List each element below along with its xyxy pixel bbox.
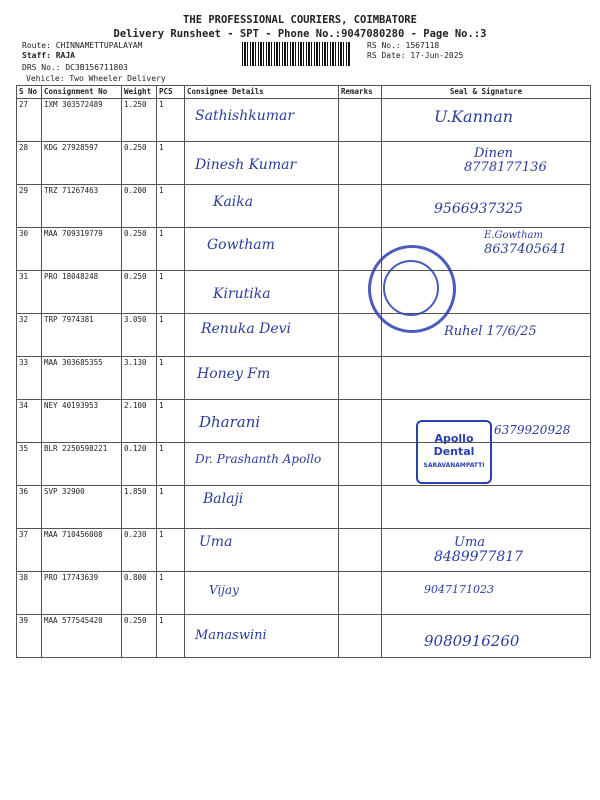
consignment-cell: TRZ 71267463 [42, 185, 122, 228]
consignee-handwriting: Gowtham [207, 237, 275, 253]
consignee-handwriting: Manaswini [195, 628, 267, 643]
pcs-cell: 1 [157, 443, 185, 486]
sno-cell: 29 [17, 185, 42, 228]
signature-cell [382, 615, 591, 658]
pcs-cell: 1 [157, 228, 185, 271]
consignment-cell: MAA 710456008 [42, 529, 122, 572]
signature-text: 9047171023 [424, 583, 494, 596]
consignee-handwriting: Sathishkumar [195, 108, 295, 124]
consignee-cell [185, 99, 339, 142]
signature-cell [382, 142, 591, 185]
signature-phone: 9566937325 [434, 201, 524, 217]
table-row [17, 185, 591, 228]
table-row [17, 99, 591, 142]
consignee-handwriting: Dinesh Kumar [195, 157, 297, 173]
signature-phone: 8637405641 [484, 242, 567, 257]
courier-stamp [368, 245, 456, 333]
consignment-cell: KDG 27928597 [42, 142, 122, 185]
pcs-cell: 1 [157, 314, 185, 357]
col-sno: S No [17, 86, 42, 99]
rs-date-field: RS Date: 17-Jun-2025 [367, 51, 464, 60]
barcode [242, 42, 350, 66]
consignment-cell: NEY 40193953 [42, 400, 122, 443]
signature-cell [382, 99, 591, 142]
weight-cell: 0.230 [122, 529, 157, 572]
consignment-cell: MAA 709319779 [42, 228, 122, 271]
signature-text: E.Gowtham [484, 230, 543, 241]
consignee-handwriting: Renuka Devi [201, 321, 292, 337]
signature-phone: 6379920928 [494, 423, 571, 437]
sno-cell: 35 [17, 443, 42, 486]
consignee-cell [185, 314, 339, 357]
pcs-cell: 1 [157, 615, 185, 658]
consignee-cell [185, 529, 339, 572]
signature-cell [382, 572, 591, 615]
table-row [17, 314, 591, 357]
signature-cell [382, 529, 591, 572]
remarks-cell [339, 185, 382, 228]
sno-cell: 39 [17, 615, 42, 658]
meta-left [22, 41, 142, 73]
stamp-inner-ring [383, 260, 439, 316]
sno-cell: 36 [17, 486, 42, 529]
col-consignment: Consignment No [42, 86, 122, 99]
consignment-cell: SVP 32900 [42, 486, 122, 529]
col-remarks: Remarks [339, 86, 382, 99]
sno-cell: 28 [17, 142, 42, 185]
remarks-cell [339, 314, 382, 357]
remarks-cell [339, 400, 382, 443]
remarks-cell [339, 615, 382, 658]
sno-cell: 37 [17, 529, 42, 572]
consignment-cell: TRP 7974381 [42, 314, 122, 357]
consignee-handwriting: Kaika [213, 194, 254, 210]
consignee-cell [185, 400, 339, 443]
drs-field: DRS No.: DC3B156711803 [22, 63, 128, 72]
remarks-cell [339, 142, 382, 185]
sno-cell: 33 [17, 357, 42, 400]
weight-cell: 0.250 [122, 615, 157, 658]
table-row [17, 486, 591, 529]
weight-cell: 2.100 [122, 400, 157, 443]
weight-cell: 1.850 [122, 486, 157, 529]
consignment-cell: MAA 303685355 [42, 357, 122, 400]
consignment-cell: PRO 17743639 [42, 572, 122, 615]
consignment-cell: MAA 577545420 [42, 615, 122, 658]
weight-cell: 0.200 [122, 185, 157, 228]
signature-text: Ruhel 17/6/25 [444, 324, 537, 339]
consignment-cell: BLR 2250598221 [42, 443, 122, 486]
apollo-dental-stamp [416, 420, 492, 484]
signature-cell [382, 185, 591, 228]
col-weight: Weight [122, 86, 157, 99]
weight-cell: 0.120 [122, 443, 157, 486]
signature-phone: 9080916260 [424, 632, 520, 650]
remarks-cell [339, 357, 382, 400]
weight-cell: 1.250 [122, 99, 157, 142]
consignee-handwriting: Uma [199, 534, 233, 550]
col-pcs: PCS [157, 86, 185, 99]
pcs-cell: 1 [157, 357, 185, 400]
weight-cell: 3.130 [122, 357, 157, 400]
pcs-cell: 1 [157, 572, 185, 615]
table-row [17, 572, 591, 615]
table-row [17, 357, 591, 400]
consignment-cell: PRO 18048248 [42, 271, 122, 314]
col-signature: Seal & Signature [382, 86, 591, 99]
pcs-cell: 1 [157, 486, 185, 529]
consignee-cell [185, 228, 339, 271]
meta-right [367, 41, 463, 61]
sno-cell: 32 [17, 314, 42, 357]
sno-cell: 38 [17, 572, 42, 615]
consignee-handwriting: Dr. Prashanth Apollo [195, 452, 322, 466]
staff-field: Staff: RAJA [22, 51, 75, 60]
table-row [17, 443, 591, 486]
pcs-cell: 1 [157, 271, 185, 314]
runsheet-table [16, 85, 591, 658]
consignee-handwriting: Honey Fm [197, 366, 271, 382]
route-field: Route: CHINNAMETTUPALAYAM [22, 41, 143, 50]
col-consignee: Consignee Details [185, 86, 339, 99]
signature-phone: 8489977817 [434, 549, 524, 565]
consignee-cell [185, 572, 339, 615]
pcs-cell: 1 [157, 99, 185, 142]
consignee-handwriting: Dharani [199, 413, 261, 431]
rs-no-field: RS No.: 1567118 [367, 41, 440, 50]
consignee-cell [185, 142, 339, 185]
table-row [17, 529, 591, 572]
consignee-cell [185, 486, 339, 529]
table-row [17, 142, 591, 185]
weight-cell: 0.250 [122, 142, 157, 185]
signature-cell [382, 357, 591, 400]
sno-cell: 30 [17, 228, 42, 271]
remarks-cell [339, 529, 382, 572]
runsheet-subtitle: Delivery Runsheet - SPT - Phone No.:9047080280 - Page No.:3 [113, 28, 487, 40]
remarks-cell [339, 99, 382, 142]
pcs-cell: 1 [157, 185, 185, 228]
consignee-handwriting: Kirutika [213, 286, 271, 302]
company-title: THE PROFESSIONAL COURIERS, COIMBATORE [183, 14, 417, 26]
table-row [17, 271, 591, 314]
consignee-cell [185, 443, 339, 486]
sno-cell: 31 [17, 271, 42, 314]
consignee-cell [185, 185, 339, 228]
consignee-cell [185, 615, 339, 658]
table-row [17, 400, 591, 443]
stamp-line-2: Dental [433, 445, 475, 458]
weight-cell: 3.050 [122, 314, 157, 357]
pcs-cell: 1 [157, 142, 185, 185]
pcs-cell: 1 [157, 400, 185, 443]
consignment-cell: IXM 303572489 [42, 99, 122, 142]
signature-phone: 8778177136 [464, 160, 547, 175]
table-header-row [17, 86, 591, 99]
table-row [17, 228, 591, 271]
signature-text: Dinen [474, 146, 514, 161]
vehicle-field: Vehicle: Two Wheeler Delivery [26, 74, 166, 83]
signature-text: U.Kannan [434, 107, 514, 126]
table-row [17, 615, 591, 658]
remarks-cell [339, 572, 382, 615]
signature-text: Uma [454, 535, 486, 550]
consignee-handwriting: Vijay [209, 583, 239, 597]
stamp-line-1: Apollo [434, 432, 474, 445]
remarks-cell [339, 443, 382, 486]
weight-cell: 0.800 [122, 572, 157, 615]
consignee-cell [185, 271, 339, 314]
weight-cell: 0.250 [122, 228, 157, 271]
signature-cell [382, 486, 591, 529]
weight-cell: 0.250 [122, 271, 157, 314]
stamp-line-3: SARAVANAMPATTI [423, 462, 485, 469]
consignee-handwriting: Balaji [203, 491, 244, 507]
consignee-cell [185, 357, 339, 400]
remarks-cell [339, 486, 382, 529]
pcs-cell: 1 [157, 529, 185, 572]
sno-cell: 27 [17, 99, 42, 142]
sno-cell: 34 [17, 400, 42, 443]
